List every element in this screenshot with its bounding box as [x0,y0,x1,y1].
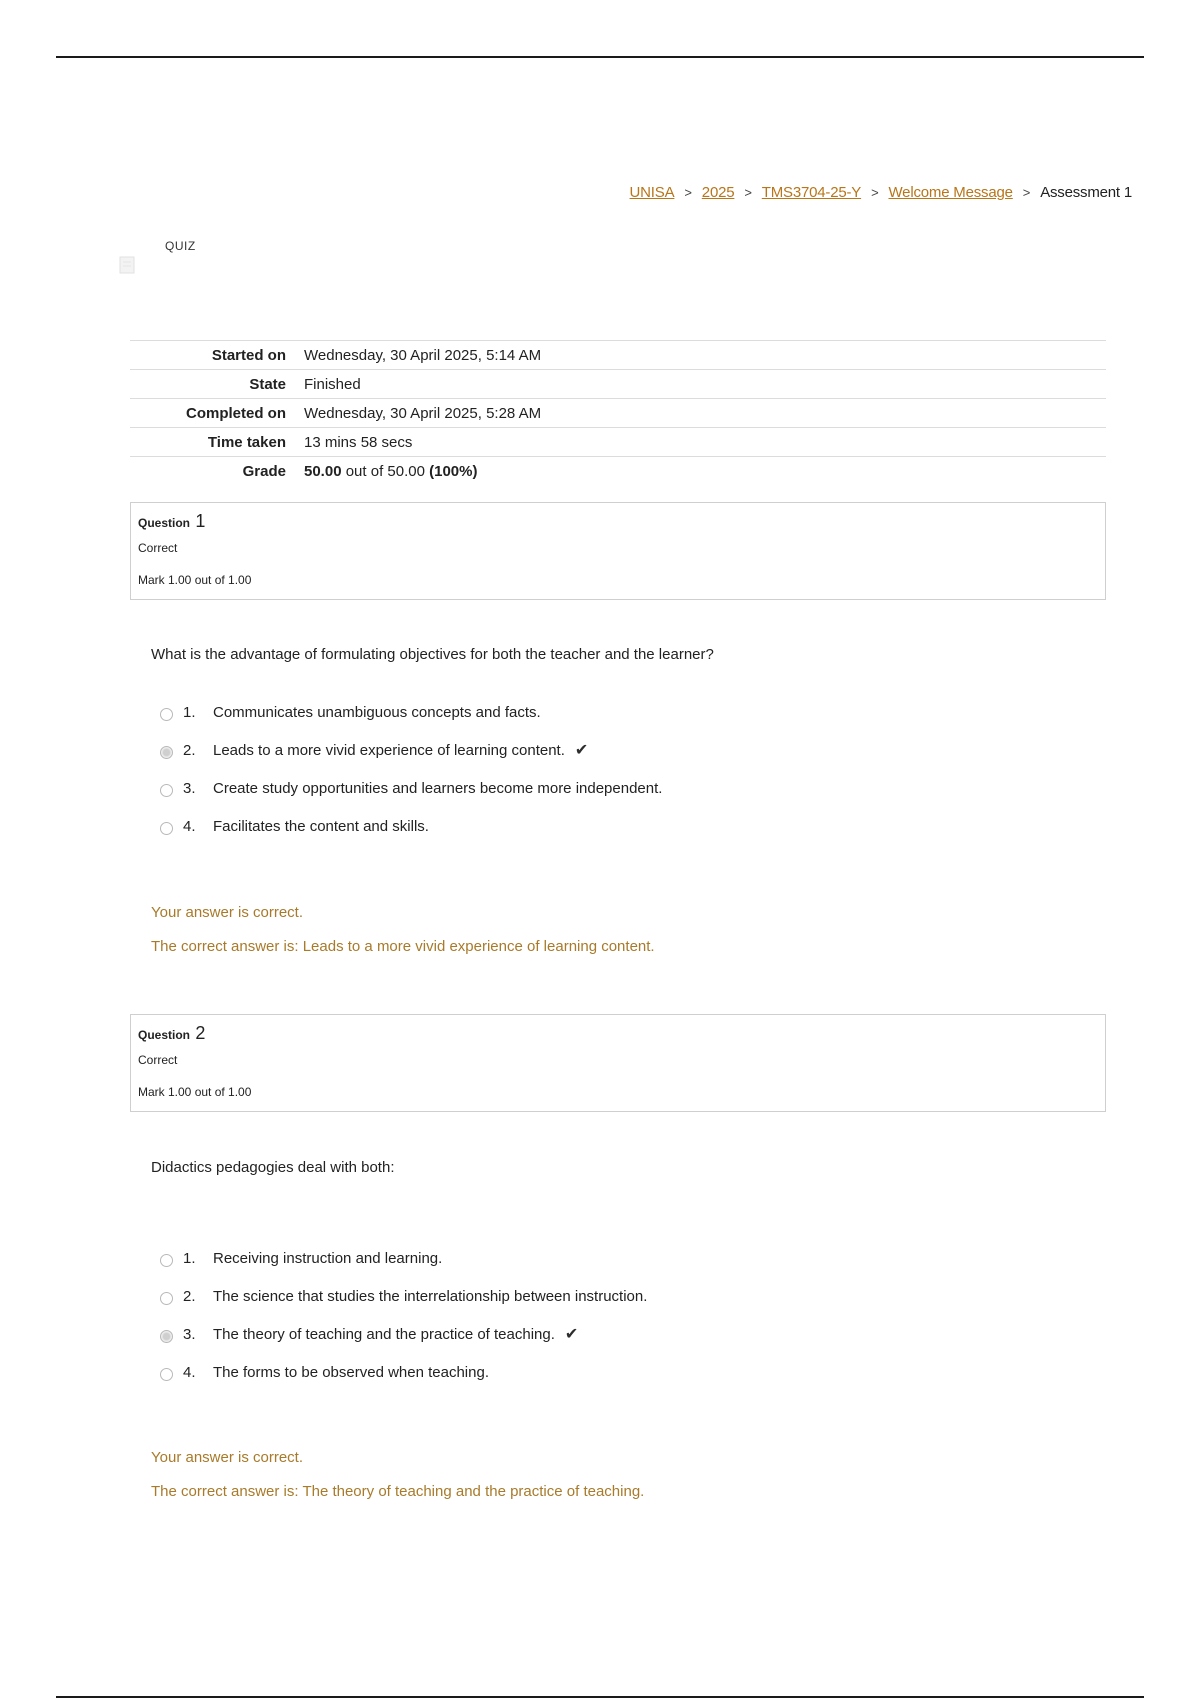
check-icon: ✔ [574,742,589,759]
question-number [138,1023,205,1044]
started-label: Started on [211,346,286,364]
question-label: Question [138,1028,191,1042]
answer-text: Facilitates the content and skills. [213,817,429,835]
breadcrumb-current: Assessment 1 [1040,184,1132,201]
answer-option[interactable] [160,731,662,769]
answer-number: 3. [183,1325,196,1343]
answer-option[interactable] [160,1315,647,1353]
radio-button-selected[interactable] [160,746,173,759]
answer-number: 1. [183,1249,196,1267]
quiz-icon [118,254,140,276]
grade-value [286,457,1106,486]
question-number [138,511,205,532]
radio-button[interactable] [160,1254,173,1267]
breadcrumb [630,184,1132,201]
question-state: Correct [138,541,178,555]
completed-value: Wednesday, 30 April 2025, 5:28 AM [304,404,542,422]
radio-button[interactable] [160,822,173,835]
bottom-rule [56,1696,1144,1698]
feedback-general: Your answer is correct. [151,904,304,921]
answer-text: The theory of teaching and the practice of teaching. [213,1325,555,1343]
answer-number: 4. [183,817,196,835]
answer-text: Communicates unambiguous concepts and facts. [213,703,541,721]
radio-button[interactable] [160,708,173,721]
answer-list [160,1239,647,1391]
radio-button[interactable] [160,784,173,797]
state-label: State [249,375,286,393]
question-state: Correct [138,1053,178,1067]
question-number-value: 2 [195,1023,206,1043]
grade-label: Grade [242,462,286,480]
question-mark: Mark 1.00 out of 1.00 [138,573,252,587]
breadcrumb-link-year[interactable]: 2025 [701,184,735,201]
radio-button-selected[interactable] [160,1330,173,1343]
question-number-value: 1 [195,511,206,531]
answer-number: 4. [183,1363,196,1381]
feedback-correct-answer: The correct answer is: The theory of teaching and the practice of teaching. [151,1483,645,1500]
summary-row-completed [130,399,1106,428]
radio-button[interactable] [160,1368,173,1381]
answer-number: 3. [183,779,196,797]
breadcrumb-link-unisa[interactable]: UNISA [629,184,675,201]
started-value: Wednesday, 30 April 2025, 5:14 AM [304,346,542,364]
breadcrumb-separator: > [1022,185,1031,200]
answer-number: 1. [183,703,196,721]
breadcrumb-separator: > [684,185,692,200]
question-info-box [130,502,1106,600]
answer-option[interactable] [160,1277,647,1315]
feedback-general: Your answer is correct. [151,1449,304,1466]
breadcrumb-separator: > [871,185,879,200]
answer-option[interactable] [160,1239,647,1277]
state-value: Finished [304,375,361,393]
quiz-label: QUIZ [165,239,196,253]
answer-list [160,693,662,845]
attempt-summary-table [130,340,1106,486]
time-value: 13 mins 58 secs [304,433,413,451]
breadcrumb-separator: > [744,185,752,200]
question-text: What is the advantage of formulating objectives for both the teacher and the learner? [151,646,714,663]
completed-label: Completed on [186,404,286,422]
answer-option[interactable] [160,693,662,731]
answer-number: 2. [183,1287,196,1305]
answer-text: Receiving instruction and learning. [213,1249,443,1267]
answer-option[interactable] [160,807,662,845]
breadcrumb-link-welcome[interactable]: Welcome Message [888,184,1013,201]
question-label: Question [138,516,191,530]
summary-row-time [130,428,1106,457]
answer-option[interactable] [160,769,662,807]
summary-row-grade [130,457,1106,486]
answer-text: Create study opportunities and learners become more independent. [213,779,663,797]
breadcrumb-link-course[interactable]: TMS3704-25-Y [761,184,862,201]
answer-text: The forms to be observed when teaching. [213,1363,489,1381]
answer-number: 2. [183,741,196,759]
grade-score: 50.00 [304,462,342,480]
grade-out-of: out of 50.00 [341,462,430,480]
answer-text: Leads to a more vivid experience of learning content. [213,741,565,759]
grade-percent: (100%) [429,462,478,480]
feedback-correct-answer: The correct answer is: Leads to a more vivid experience of learning content. [151,938,655,955]
time-label: Time taken [207,433,286,451]
top-rule [56,56,1144,58]
answer-text: The science that studies the interrelationship between instruction. [213,1287,648,1305]
answer-option[interactable] [160,1353,647,1391]
question-info-box [130,1014,1106,1112]
summary-row-state [130,370,1106,399]
radio-button[interactable] [160,1292,173,1305]
question-mark: Mark 1.00 out of 1.00 [138,1085,252,1099]
check-icon: ✔ [564,1326,579,1343]
question-text: Didactics pedagogies deal with both: [151,1159,395,1176]
summary-row-started [130,341,1106,370]
